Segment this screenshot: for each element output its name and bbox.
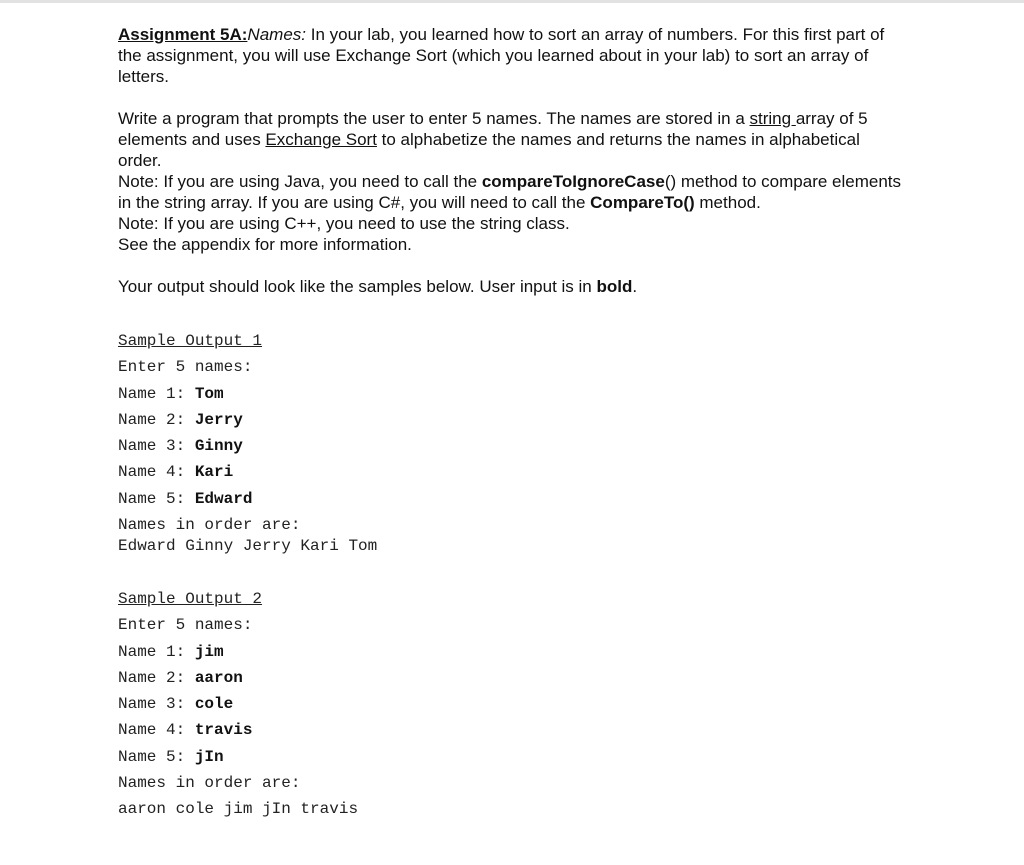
page-top-border — [0, 0, 1024, 3]
name-label: Name 5: — [118, 489, 195, 508]
name-line — [118, 639, 358, 665]
note1-text-c: method. — [694, 193, 761, 212]
name-line — [118, 665, 358, 691]
sample-output-1 — [118, 328, 377, 560]
string-term: string — [749, 109, 796, 128]
name-label: Name 1: — [118, 642, 195, 661]
user-input: travis — [194, 721, 253, 740]
assignment-text — [118, 24, 908, 297]
output-text-b: . — [632, 277, 638, 296]
name-label: Name 2: — [118, 668, 195, 687]
name-line — [118, 744, 358, 770]
java-csharp-note — [118, 171, 908, 213]
output-text-a: Your output should look like the samples below. User input is in — [118, 277, 597, 296]
user-input: Jerry — [194, 410, 243, 429]
sample-title: Sample Output 2 — [118, 590, 263, 608]
name-label: Name 4: — [118, 721, 195, 740]
assignment-title: Assignment 5A: — [118, 25, 248, 44]
output-instructions — [118, 276, 908, 297]
instructions-text-b: array of 5 elements and uses — [118, 109, 868, 149]
name-line — [118, 459, 377, 485]
sample-title: Sample Output 1 — [118, 332, 263, 350]
user-input: jim — [194, 642, 224, 661]
assignment-subtitle: Names: — [247, 25, 306, 44]
user-input: cole — [194, 695, 234, 714]
name-line — [118, 381, 377, 407]
instructions-text-c: to alphabetize the names and returns the names in alphabetical order. — [118, 130, 860, 170]
name-label: Name 2: — [118, 410, 195, 429]
sample-output-2 — [118, 586, 358, 823]
order-label: Names in order are: — [118, 774, 301, 793]
compare-ignore-case-method: compareToIgnoreCase — [481, 172, 665, 191]
name-label: Name 3: — [118, 437, 195, 456]
intro-text: In your lab, you learned how to sort an array of numbers. For this first part of the assignment, you will use Exchange Sort (which you learned about in your lab) to sort an array of letters. — [118, 25, 885, 86]
instructions-text-a: Write a program that prompts the user to enter 5 names. The names are stored in a — [118, 109, 750, 128]
name-label: Name 5: — [118, 747, 195, 766]
assignment-intro — [118, 24, 908, 87]
name-line — [118, 717, 358, 743]
order-label: Names in order are: — [118, 516, 301, 535]
instructions-paragraph — [118, 108, 908, 171]
enter-prompt: Enter 5 names: — [118, 616, 253, 635]
order-result: aaron cole jim jIn travis — [118, 800, 359, 819]
user-input: Edward — [194, 489, 253, 508]
name-label: Name 3: — [118, 695, 195, 714]
name-line — [118, 433, 377, 459]
user-input: Ginny — [194, 437, 243, 456]
name-line — [118, 486, 377, 512]
name-line — [118, 407, 377, 433]
user-input: aaron — [194, 668, 243, 687]
user-input: jIn — [194, 747, 224, 766]
note1-text-b: () method to compare elements in the string array. If you are using C#, you will need to call the — [118, 172, 902, 212]
appendix-note: See the appendix for more information. — [118, 235, 412, 254]
name-line — [118, 691, 358, 717]
order-result: Edward Ginny Jerry Kari Tom — [118, 537, 378, 556]
name-label: Name 1: — [118, 384, 195, 403]
user-input: Tom — [194, 384, 224, 403]
bold-word: bold — [596, 277, 633, 296]
compare-to-method: CompareTo() — [590, 193, 695, 212]
note1-text-a: Note: If you are using Java, you need to call the — [118, 172, 482, 191]
name-label: Name 4: — [118, 463, 195, 482]
enter-prompt: Enter 5 names: — [118, 358, 253, 377]
user-input: Kari — [194, 463, 234, 482]
exchange-sort-term: Exchange Sort — [265, 130, 377, 149]
cpp-note: Note: If you are using C++, you need to use the string class. — [118, 214, 570, 233]
